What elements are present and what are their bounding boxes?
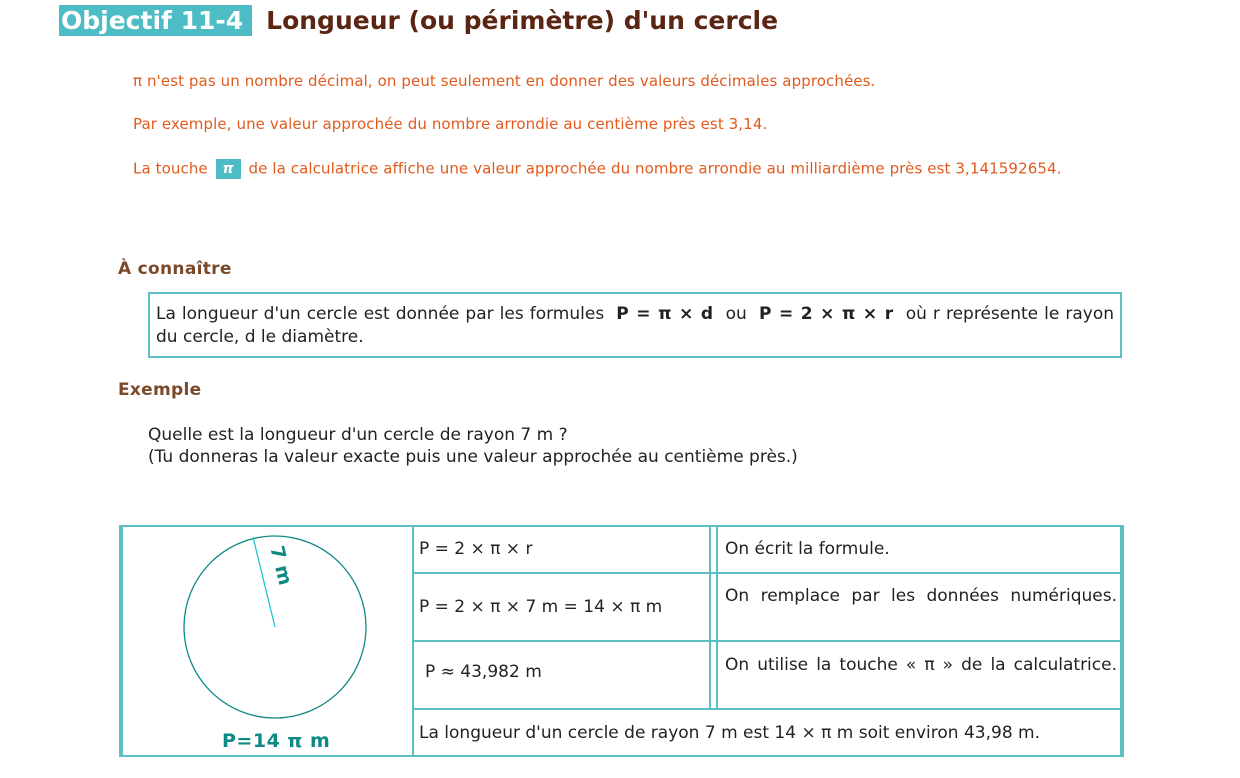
- formula-radius: P = 2 × π × r: [758, 304, 894, 324]
- section-title-know: À connaître: [118, 259, 232, 279]
- note-line-2: Par exemple, une valeur approchée du nombre arrondie au centième près est 3,14.: [133, 115, 768, 133]
- table-row-divider: [412, 572, 1122, 574]
- radius-label: 7 m: [265, 543, 297, 588]
- table-row-divider: [412, 640, 1122, 642]
- table-divider: [709, 527, 711, 709]
- calc-step-2: P = 2 × π × 7 m = 14 × π m: [419, 597, 663, 617]
- table-divider: [716, 527, 718, 709]
- pi-key-icon: π: [216, 159, 241, 179]
- rule-or: ou: [725, 304, 747, 324]
- page-title: Longueur (ou périmètre) d'un cercle: [266, 6, 779, 35]
- rule-text-start: La longueur d'un cercle est donnée par les formules: [156, 304, 605, 324]
- example-question: Quelle est la longueur d'un cercle de rayon 7 m ?: [148, 425, 568, 445]
- perimeter-label: P=14 π m: [222, 730, 331, 752]
- conclusion: La longueur d'un cercle de rayon 7 m est 14 × π m soit environ 43,98 m.: [419, 723, 1041, 743]
- rule-text-end: où r représente le rayon du cercle, d le diamètre.: [156, 304, 1115, 347]
- calc-step-1: P = 2 × π × r: [419, 539, 533, 559]
- explain-step-1: On écrit la formule.: [725, 539, 890, 559]
- section-title-example: Exemple: [118, 380, 202, 400]
- note-line-3-end: de la calculatrice affiche une valeur approchée du nombre arrondie au milliardième près est 3,141592654.: [248, 159, 1062, 178]
- circle-figure: [122, 527, 411, 755]
- example-instruction: (Tu donneras la valeur exacte puis une valeur approchée au centième près.): [148, 447, 798, 467]
- formula-diameter: P = π × d: [616, 304, 714, 324]
- explain-step-3: On utilise la touche « π » de la calculatrice.: [725, 655, 1117, 675]
- page-header: [59, 5, 778, 36]
- calc-step-3: P ≈ 43,982 m: [425, 662, 542, 682]
- note-line-3-start: La touche: [133, 159, 208, 178]
- note-line-1: π n'est pas un nombre décimal, on peut seulement en donner des valeurs décimales approchées.: [133, 72, 876, 90]
- objective-badge: Objectif 11-4: [59, 5, 252, 36]
- note-line-3: [133, 159, 1062, 179]
- explain-step-2: On remplace par les données numériques.: [725, 586, 1117, 606]
- rule-box: [148, 292, 1122, 358]
- table-row-divider: [412, 708, 1122, 710]
